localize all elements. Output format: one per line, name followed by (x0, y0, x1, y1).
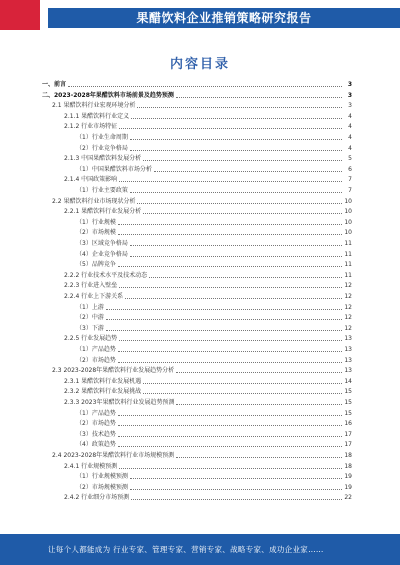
toc-leader-dots (106, 318, 342, 320)
toc-entry-label: （1）行业规模预测 (76, 473, 128, 481)
toc-entry[interactable] (64, 207, 352, 216)
toc-entry-page: 4 (348, 123, 352, 131)
toc-leader-dots (118, 265, 342, 267)
toc-entry-label: 2.2.1 果醋饮料行业发展分析 (64, 208, 142, 216)
toc-leader-dots (125, 297, 342, 299)
toc-entry[interactable] (76, 430, 352, 439)
toc-entry[interactable] (76, 356, 352, 365)
toc-entry-page: 14 (344, 377, 352, 385)
toc-entry-page: 11 (344, 250, 352, 258)
toc-entry-label: （2）市场趋势 (76, 356, 116, 364)
toc-entry-label: 2.2.2 行业技术水平及技术动态 (64, 271, 148, 279)
toc-leader-dots (143, 159, 342, 161)
toc-entry-label: 2.1.2 行业市场特征 (64, 123, 118, 131)
toc-entry-label: （2）行业竞争格局 (76, 144, 128, 152)
toc-entry-label: 二、2023-2028年果醋饮料市场前景及趋势预测 (42, 91, 174, 99)
toc-entry[interactable] (76, 324, 352, 333)
toc-entry[interactable] (76, 303, 352, 312)
toc-entry-page: 22 (344, 494, 352, 502)
toc-entry[interactable] (52, 101, 352, 110)
toc-entry[interactable] (64, 334, 352, 343)
toc-leader-dots (176, 371, 342, 373)
toc-entry[interactable] (76, 165, 352, 174)
toc-entry-page: 10 (344, 229, 352, 237)
toc-entry[interactable] (52, 451, 352, 460)
toc-entry-page: 7 (348, 187, 352, 194)
toc-entry-label: （1）产品趋势 (76, 409, 116, 417)
toc-entry[interactable] (76, 313, 352, 322)
toc-leader-dots (131, 117, 342, 119)
toc-entry-label: 2.1.3 中国果醋饮料发展分析 (64, 155, 142, 163)
report-title: 果醋饮料企业推销策略研究报告 (136, 11, 312, 25)
toc-entry-label: 2.3 2023-2028年果醋饮料行业发展趋势分析 (52, 367, 175, 375)
toc-entry[interactable] (76, 483, 352, 492)
toc-entry-page: 10 (344, 218, 352, 226)
toc-entry-label: 2.2.3 行业进入壁垒 (64, 282, 118, 290)
toc-entry-page: 4 (348, 112, 352, 120)
toc-entry-page: 13 (344, 356, 352, 364)
toc-entry-label: 一、前言 (42, 81, 67, 88)
toc-entry-page: 3 (347, 81, 352, 88)
toc-entry-page: 11 (344, 240, 352, 247)
toc-leader-dots (118, 424, 342, 426)
toc-entry[interactable] (64, 154, 352, 163)
toc-entry-label: （2）市场规模预测 (76, 483, 128, 491)
toc-entry[interactable] (64, 493, 352, 502)
toc-entry-page: 12 (344, 324, 352, 332)
toc-leader-dots (149, 276, 342, 278)
toc-leader-dots (130, 191, 342, 193)
toc-entry-label: 2.4.2 行业细分市场预测 (64, 494, 130, 502)
toc-leader-dots (176, 96, 342, 98)
toc-entry-label: （2）市场规模 (76, 229, 116, 237)
toc-entry-label: （2）中游 (76, 314, 104, 322)
toc-leader-dots (118, 350, 342, 352)
toc-leader-dots (106, 308, 342, 310)
toc-entry-label: （3）下游 (76, 324, 104, 332)
toc-leader-dots (118, 445, 342, 447)
toc-leader-dots (119, 467, 342, 469)
toc-entry[interactable] (52, 197, 352, 206)
toc-entry-label: 2.4 2023-2028年果醋饮料行业市场规模预测 (52, 452, 175, 459)
toc-entry[interactable] (76, 419, 352, 428)
toc-entry[interactable] (76, 250, 352, 259)
toc-entry-page: 11 (344, 271, 352, 279)
toc-leader-dots (68, 85, 342, 87)
toc-entry-page: 3 (347, 91, 352, 99)
toc-leader-dots (130, 488, 342, 490)
toc-entry-label: （2）市场趋势 (76, 420, 116, 428)
toc-entry[interactable] (64, 122, 352, 131)
toc-entry-page: 12 (344, 314, 352, 322)
toc-leader-dots (143, 392, 342, 394)
header-title-bar (48, 8, 400, 28)
toc-entry-label: （1）产品趋势 (76, 346, 116, 353)
toc-entry-page: 15 (344, 409, 352, 417)
toc-entry-label: （4）政策趋势 (76, 441, 116, 449)
toc-entry-label: （1）中国果醋饮料市场分析 (76, 165, 152, 173)
toc-entry[interactable] (64, 462, 352, 471)
toc-entry-page: 16 (344, 420, 352, 428)
toc-leader-dots (130, 244, 342, 246)
toc-entry-label: 2.1.4 中国政策影响 (64, 176, 118, 184)
toc-entry-label: 2.4.1 行业规模预测 (64, 462, 118, 470)
toc-entry-page: 19 (344, 473, 352, 481)
toc-entry[interactable] (76, 345, 352, 354)
toc-leader-dots (118, 435, 342, 437)
toc-entry-page: 12 (344, 293, 352, 300)
toc-entry[interactable] (76, 218, 352, 227)
toc-entry[interactable] (76, 440, 352, 449)
toc-entry[interactable] (76, 472, 352, 481)
footer-slogan: 让每个人都能成为 行业专家、管理专家、营销专家、战略专家、成功企业家…… (48, 545, 324, 554)
toc-entry[interactable] (64, 292, 352, 301)
toc-entry[interactable] (76, 144, 352, 153)
toc-heading: 内容目录 (169, 57, 230, 72)
toc-entry-label: （1）行业生命周期 (76, 134, 128, 141)
toc-entry-label: （5）品牌竞争 (76, 261, 116, 269)
toc-entry-page: 12 (344, 282, 352, 290)
toc-entry[interactable] (76, 260, 352, 269)
toc-leader-dots (143, 382, 342, 384)
toc-leader-dots (106, 329, 342, 331)
toc-entry-page: 12 (344, 303, 352, 311)
toc-entry[interactable] (76, 186, 352, 195)
toc-entry-page: 17 (344, 441, 352, 449)
toc-entry[interactable] (64, 112, 352, 121)
toc-entry-page: 13 (344, 367, 352, 375)
header-accent-block (0, 0, 40, 30)
toc-leader-dots (119, 286, 342, 288)
toc-leader-dots (176, 456, 342, 458)
toc-entry[interactable] (76, 239, 352, 248)
toc-entry-page: 3 (348, 102, 352, 110)
toc-leader-dots (154, 170, 342, 172)
toc-entry-label: 2.2 果醋饮料行业市场现状分析 (52, 197, 136, 205)
toc-leader-dots (130, 149, 342, 151)
toc-leader-dots (119, 180, 342, 182)
page-footer (0, 534, 400, 565)
toc-entry-page: 4 (348, 134, 352, 141)
toc-entry-label: （1）上游 (76, 303, 104, 311)
toc-entry-label: 2.2.5 行业发展趋势 (64, 335, 118, 343)
toc-entry[interactable] (64, 377, 352, 386)
toc-leader-dots (130, 255, 342, 257)
toc-entry[interactable] (64, 387, 352, 396)
toc-leader-dots (131, 498, 342, 500)
toc-entry-label: （1）行业主要政策 (76, 187, 128, 194)
toc-leader-dots (118, 223, 342, 225)
toc-entry-page: 4 (348, 144, 352, 152)
toc-entry-label: 2.1 果醋饮料行业宏观环境分析 (52, 102, 136, 110)
toc-entry-label: （3）技术趋势 (76, 430, 116, 438)
toc-entry-label: （3）区域竞争格局 (76, 240, 128, 247)
toc-entry-page: 6 (348, 165, 352, 173)
toc-entry[interactable] (64, 271, 352, 280)
toc-entry-page: 18 (344, 452, 352, 459)
toc-entry-label: 2.3.2 果醋饮料行业发展挑战 (64, 388, 142, 396)
toc-entry-page: 10 (344, 197, 352, 205)
toc-entry-page: 19 (344, 483, 352, 491)
toc-leader-dots (130, 138, 342, 140)
toc-entry[interactable] (64, 281, 352, 290)
toc-entry-label: 2.2.4 行业上下游关系 (64, 293, 124, 300)
toc-entry[interactable] (64, 175, 352, 184)
toc-leader-dots (118, 361, 342, 363)
toc-entry-page: 7 (348, 176, 352, 184)
toc-leader-dots (130, 477, 342, 479)
toc-entry-page: 11 (344, 261, 352, 269)
toc-entry-page: 18 (344, 462, 352, 470)
toc-entry[interactable] (42, 80, 352, 89)
toc-entry-label: （4）企业竞争格局 (76, 250, 128, 258)
toc-entry-page: 5 (348, 155, 352, 163)
toc-leader-dots (137, 106, 342, 108)
toc-entry-label: 2.3.3 2023年果醋饮料行业发展趋势预测 (64, 399, 175, 406)
toc-entry-label: 2.1.1 果醋饮料行业定义 (64, 112, 130, 120)
toc-entry[interactable] (64, 398, 352, 407)
toc-entry-page: 10 (344, 208, 352, 216)
toc-entry[interactable] (76, 133, 352, 142)
toc-leader-dots (143, 212, 342, 214)
toc-entry-page: 13 (344, 335, 352, 343)
toc-entry-page: 17 (344, 430, 352, 438)
toc-entry[interactable] (76, 228, 352, 237)
toc-leader-dots (119, 127, 342, 129)
toc-entry[interactable] (76, 409, 352, 418)
toc-entry-page: 15 (344, 399, 352, 406)
toc-leader-dots (118, 233, 342, 235)
toc-leader-dots (118, 414, 342, 416)
toc-leader-dots (119, 339, 342, 341)
toc-entry-label: （1）行业规模 (76, 218, 116, 226)
toc-entry-label: 2.3.1 果醋饮料行业发展机遇 (64, 377, 142, 385)
toc-entry[interactable] (52, 366, 352, 375)
toc-entry-page: 15 (344, 388, 352, 396)
page-header (0, 0, 400, 36)
toc-leader-dots (137, 202, 342, 204)
toc-entry-page: 13 (344, 346, 352, 353)
toc-entry[interactable] (42, 91, 352, 100)
toc-leader-dots (176, 403, 342, 405)
